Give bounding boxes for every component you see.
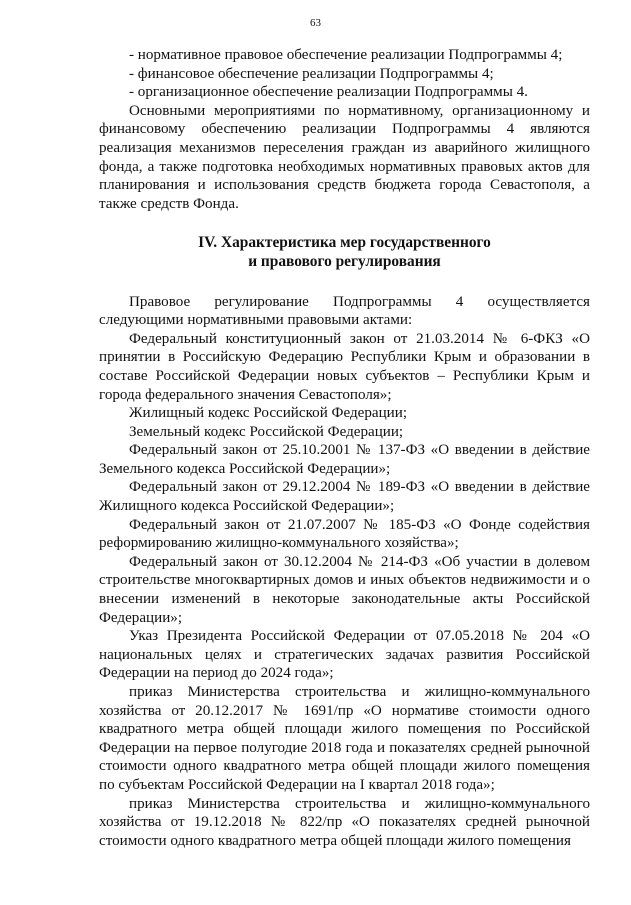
section-heading <box>99 234 590 271</box>
paragraph: приказ Министерства строительства и жилищно-коммунального хозяйства от 19.12.2018 № 822/пр «О показателях средней рыночной стоимости одного квадратного метра общей площади жилого помещения <box>99 795 590 849</box>
intro-item: - нормативное правовое обеспечение реализации Подпрограммы 4; <box>129 47 563 63</box>
paragraph: Федеральный конституционный закон от 21.03.2014 № 6-ФКЗ «О принятии в Российскую Федерацию Республики Крым и образовании в составе Российской Федерации новых субъектов – Республики Крым и города федерального значения Севастополя»; <box>99 330 590 403</box>
page-number: 63 <box>310 17 321 29</box>
intro-item: - организационное обеспечение реализации Подпрограммы 4. <box>129 84 528 101</box>
paragraph: Федеральный закон от 30.12.2004 № 214-ФЗ «Об участии в долевом строительстве многоквартирных домов и иных объектов недвижимости и о внесении изменений в некоторые законодательные акты Российской Федерации»; <box>99 553 590 626</box>
paragraph: Указ Президента Российской Федерации от 07.05.2018 № 204 «О национальных целях и стратегических задачах развития Российской Федерации на период до 2024 года»; <box>99 628 590 682</box>
paragraph: Правовое регулирование Подпрограммы 4 осуществляется следующими нормативными правовыми актами: <box>99 293 590 329</box>
document-body <box>99 46 590 850</box>
paragraph: Жилищный кодекс Российской Федерации; <box>129 405 408 422</box>
section-heading-line: и правового регулирования <box>248 252 441 270</box>
paragraph: Федеральный закон от 29.12.2004 № 189-ФЗ «О введении в действие Жилищного кодекса Российской Федерации»; <box>99 479 590 515</box>
paragraph: приказ Министерства строительства и жилищно-коммунального хозяйства от 20.12.2017 № 1691/пр «О нормативе стоимости одного квадратного метра общей площади жилого помещения по Российской Федерации на первое полугодие 2018 года и показателях средней рыночной стоимости одного квадратного метра общей площади жилого помещения по субъектам Российской Федерации на I квартал 2018 года»; <box>99 684 590 793</box>
section-heading-line: IV. Характеристика мер государственного <box>198 234 491 252</box>
paragraph: Федеральный закон от 25.10.2001 № 137-ФЗ «О введении в действие Земельного кодекса Российской Федерации»; <box>99 442 590 477</box>
intro-paragraph: Основными мероприятиями по нормативному, организационному и финансовому обеспечению реализации Подпрограммы 4 являются реализация механизмов переселения граждан из аварийного жилищного фонда, а также подготовка необходимых нормативных правовых актов для планирования и использования средств бюджета города Севастополя, а также средств Фонда. <box>99 102 590 212</box>
paragraph: Федеральный закон от 21.07.2007 № 185-ФЗ «О Фонде содействия реформированию жилищно-коммунального хозяйства»; <box>99 516 590 552</box>
paragraph: Земельный кодекс Российской Федерации; <box>129 423 404 440</box>
intro-item: - финансовое обеспечение реализации Подпрограммы 4; <box>129 65 494 82</box>
